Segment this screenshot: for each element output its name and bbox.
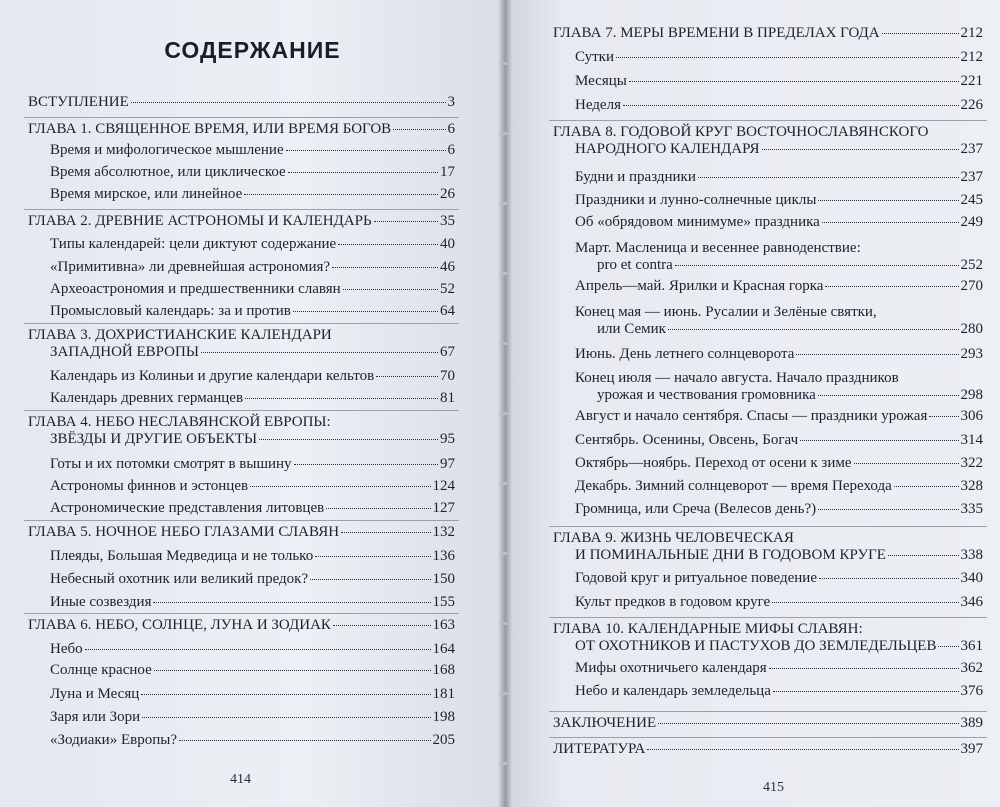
- toc-entry-title: ЗАКЛЮЧЕНИЕ: [553, 715, 657, 731]
- toc-page-number: 198: [432, 709, 455, 725]
- dot-leader: [179, 740, 431, 741]
- toc-section-divider: [24, 410, 459, 411]
- toc-entry: [575, 73, 983, 90]
- dot-leader: [773, 691, 959, 692]
- toc-page-number: 6: [447, 142, 455, 158]
- toc-entry-title: Календарь древних германцев: [50, 390, 244, 406]
- dot-leader: [141, 694, 430, 695]
- toc-entry-title: Время мирское, или линейное: [50, 186, 243, 202]
- toc-page-number: 306: [960, 408, 983, 424]
- toc-entry-title: Об «обрядовом минимуме» праздника: [575, 214, 820, 230]
- toc-page-number: 46: [440, 259, 455, 275]
- toc-page-number: 205: [432, 732, 455, 748]
- toc-entry: [28, 213, 455, 230]
- toc-page-number: 245: [960, 192, 983, 208]
- toc-chapter-entry: [28, 414, 455, 448]
- toc-page-number: 6: [447, 121, 455, 137]
- toc-page-number: 328: [960, 478, 983, 494]
- toc-page-number: 376: [960, 683, 983, 699]
- toc-section-divider: [549, 120, 987, 121]
- dot-leader: [250, 486, 430, 487]
- dot-leader: [315, 556, 430, 557]
- toc-entry: [50, 281, 455, 298]
- toc-page-number: 127: [432, 500, 455, 516]
- toc-entry: [575, 97, 983, 114]
- toc-page-number: 270: [960, 278, 983, 294]
- dot-leader: [288, 172, 438, 173]
- dot-leader: [658, 723, 958, 724]
- dot-leader: [762, 149, 959, 150]
- toc-entry-title: Заря или Зори: [50, 709, 141, 725]
- binding-stitch: [500, 622, 508, 625]
- dot-leader: [938, 646, 958, 647]
- toc-entry: [50, 571, 455, 588]
- dot-leader: [769, 668, 959, 669]
- dot-leader: [244, 194, 438, 195]
- binding-stitch: [500, 272, 508, 275]
- dot-leader: [894, 486, 959, 487]
- toc-chapter-entry: [553, 124, 983, 158]
- toc-chapter-entry: [575, 370, 983, 404]
- toc-page-number: 340: [960, 570, 983, 586]
- toc-page-number: 322: [960, 455, 983, 471]
- book-gutter: [498, 0, 512, 807]
- toc-chapter-entry: [575, 304, 983, 338]
- toc-entry-title-line1: ГЛАВА 10. КАЛЕНДАРНЫЕ МИФЫ СЛАВЯН:: [553, 621, 863, 637]
- dot-leader: [623, 105, 959, 106]
- toc-entry: [575, 49, 983, 66]
- toc-section-divider: [549, 526, 987, 527]
- toc-entry-title: Сентябрь. Осенины, Овсень, Богач: [575, 432, 799, 448]
- toc-page-number: 132: [432, 524, 455, 540]
- toc-chapter-entry: [575, 240, 983, 274]
- dot-leader: [675, 265, 959, 266]
- toc-page-number: 212: [960, 49, 983, 65]
- toc-page-number: 168: [432, 662, 455, 678]
- toc-page-number: 35: [440, 213, 455, 229]
- dot-leader: [818, 200, 958, 201]
- toc-entry: [575, 432, 983, 449]
- dot-leader: [376, 376, 438, 377]
- toc-entry: [50, 390, 455, 407]
- toc-page-number: 64: [440, 303, 455, 319]
- dot-leader: [245, 398, 438, 399]
- dot-leader: [393, 129, 445, 130]
- dot-leader: [818, 395, 959, 396]
- toc-entry: [575, 594, 983, 611]
- toc-entry-title: ГЛАВА 2. ДРЕВНИЕ АСТРОНОМЫ И КАЛЕНДАРЬ: [28, 213, 372, 229]
- toc-entry: [553, 715, 983, 732]
- toc-entry-title: Луна и Месяц: [50, 686, 140, 702]
- toc-chapter-entry: [28, 327, 455, 361]
- toc-entry-title-line1: ГЛАВА 9. ЖИЗНЬ ЧЕЛОВЕЧЕСКАЯ: [553, 530, 794, 546]
- toc-page-number: 338: [960, 547, 983, 563]
- toc-entry-title: Сутки: [575, 49, 615, 65]
- dot-leader: [341, 532, 430, 533]
- dot-leader: [326, 508, 430, 509]
- toc-entry-title: Неделя: [575, 97, 621, 113]
- dot-leader: [819, 578, 959, 579]
- dot-leader: [142, 717, 430, 718]
- right-page: [505, 0, 1000, 807]
- toc-page-number: 181: [432, 686, 455, 702]
- toc-page-number: 397: [960, 741, 983, 757]
- toc-page-number: 389: [960, 715, 983, 731]
- toc-entry-title: Небесный охотник или великий предок?: [50, 571, 309, 587]
- dot-leader: [929, 416, 958, 417]
- toc-entry-title: Годовой круг и ритуальное поведение: [575, 570, 817, 586]
- toc-page-number: 97: [440, 456, 455, 472]
- toc-chapter-entry: [553, 530, 983, 564]
- dot-leader: [825, 286, 958, 287]
- toc-section-divider: [24, 117, 459, 118]
- toc-entry-title: Декабрь. Зимний солнцеворот — время Перехода: [575, 478, 892, 494]
- toc-entry-title: ОТ ОХОТНИКОВ И ПАСТУХОВ ДО ЗЕМЛЕДЕЛЬЦЕВ: [575, 638, 937, 654]
- toc-page-number: 26: [440, 186, 455, 202]
- toc-entry-title: Время и мифологическое мышление: [50, 142, 284, 158]
- toc-entry: [50, 641, 455, 658]
- toc-entry-title-line1: Март. Масленица и весеннее равноденствие:: [575, 240, 861, 256]
- dot-leader: [333, 625, 431, 626]
- binding-stitch: [500, 762, 508, 765]
- toc-entry-title: Время абсолютное, или циклическое: [50, 164, 286, 180]
- toc-entry-title: Апрель—май. Ярилки и Красная горка: [575, 278, 824, 294]
- toc-entry: [50, 594, 455, 611]
- toc-entry: [28, 617, 455, 634]
- toc-section-divider: [549, 737, 987, 738]
- binding-stitch: [500, 552, 508, 555]
- toc-entry-title: Календарь из Колиньи и другие календари кельтов: [50, 368, 375, 384]
- toc-entry: [553, 25, 983, 42]
- dot-leader: [343, 289, 438, 290]
- toc-entry: [575, 455, 983, 472]
- toc-entry-title: Месяцы: [575, 73, 627, 89]
- binding-stitch: [500, 202, 508, 205]
- toc-entry: [575, 192, 983, 209]
- toc-entry-title-line1: ГЛАВА 8. ГОДОВОЙ КРУГ ВОСТОЧНОСЛАВЯНСКОГО: [553, 124, 929, 140]
- toc-entry-title: Небо: [50, 641, 83, 657]
- toc-entry: [50, 236, 455, 253]
- toc-entry-title: ЛИТЕРАТУРА: [553, 741, 646, 757]
- dot-leader: [310, 579, 430, 580]
- toc-page-number: 252: [960, 257, 983, 273]
- toc-entry: [50, 368, 455, 385]
- toc-page-number: 237: [960, 169, 983, 185]
- toc-page-number: 17: [440, 164, 455, 180]
- toc-page-number: 3: [447, 94, 455, 110]
- toc-entry: [50, 259, 455, 276]
- dot-leader: [854, 463, 959, 464]
- toc-title: СОДЕРЖАНИЕ: [164, 37, 341, 63]
- toc-section-divider: [549, 617, 987, 618]
- toc-entry-title: Июнь. День летнего солнцеворота: [575, 346, 795, 362]
- toc-page-number: 136: [432, 548, 455, 564]
- toc-page-number: 81: [440, 390, 455, 406]
- toc-entry: [575, 660, 983, 677]
- toc-page-number: 237: [960, 141, 983, 157]
- toc-entry-title: Праздники и лунно-солнечные циклы: [575, 192, 817, 208]
- dot-leader: [698, 177, 959, 178]
- toc-entry-title: ЗВЁЗДЫ И ДРУГИЕ ОБЪЕКТЫ: [50, 431, 258, 447]
- toc-entry: [28, 121, 455, 138]
- toc-entry-title: Небо и календарь земледельца: [575, 683, 771, 699]
- binding-stitch: [500, 692, 508, 695]
- toc-section-divider: [24, 520, 459, 521]
- toc-page-number: 314: [960, 432, 983, 448]
- toc-entry-title: ГЛАВА 1. СВЯЩЕННОЕ ВРЕМЯ, ИЛИ ВРЕМЯ БОГОВ: [28, 121, 392, 137]
- dot-leader: [201, 352, 438, 353]
- toc-entry-title: «Примитивна» ли древнейшая астрономия?: [50, 259, 331, 275]
- toc-page-number: 52: [440, 281, 455, 297]
- dot-leader: [800, 440, 958, 441]
- toc-entry-title-line1: ГЛАВА 4. НЕБО НЕСЛАВЯНСКОЙ ЕВРОПЫ:: [28, 414, 331, 430]
- toc-entry: [575, 683, 983, 700]
- binding-stitch: [500, 482, 508, 485]
- toc-chapter-entry: [553, 621, 983, 655]
- toc-entry-title: урожая и чествования громовника: [597, 387, 816, 403]
- toc-page-number: 249: [960, 214, 983, 230]
- dot-leader: [882, 33, 959, 34]
- toc-entry-title: ВСТУПЛЕНИЕ: [28, 94, 129, 110]
- toc-section-divider: [24, 613, 459, 614]
- toc-entry: [50, 186, 455, 203]
- dot-leader: [374, 221, 438, 222]
- binding-stitch: [500, 62, 508, 65]
- toc-entry: [50, 500, 455, 517]
- toc-entry-title: Будни и праздники: [575, 169, 696, 185]
- dot-leader: [294, 464, 438, 465]
- toc-entry-title: Плеяды, Большая Медведица и не только: [50, 548, 314, 564]
- dot-leader: [772, 602, 958, 603]
- dot-leader: [888, 555, 959, 556]
- toc-entry-title-line1: Конец мая — июнь. Русалии и Зелёные святки,: [575, 304, 877, 320]
- toc-entry: [50, 456, 455, 473]
- toc-page-number: 155: [432, 594, 455, 610]
- toc-page-number: 164: [432, 641, 455, 657]
- toc-entry-title: И ПОМИНАЛЬНЫЕ ДНИ В ГОДОВОМ КРУГЕ: [575, 547, 886, 563]
- dot-leader: [332, 267, 438, 268]
- toc-page-number: 212: [960, 25, 983, 41]
- binding-stitch: [500, 412, 508, 415]
- toc-entry-title: Астрономические представления литовцев: [50, 500, 325, 516]
- toc-entry-title: или Семик: [597, 321, 666, 337]
- dot-leader: [822, 222, 959, 223]
- toc-entry: [575, 570, 983, 587]
- toc-page-number: 70: [440, 368, 455, 384]
- toc-section-divider: [24, 209, 459, 210]
- toc-page-number: 298: [960, 387, 983, 403]
- toc-entry: [50, 662, 455, 679]
- toc-entry: [28, 94, 455, 111]
- toc-entry: [575, 501, 983, 518]
- toc-page-number: 335: [960, 501, 983, 517]
- toc-entry-title: ГЛАВА 6. НЕБО, СОЛНЦЕ, ЛУНА И ЗОДИАК: [28, 617, 331, 633]
- toc-entry: [575, 214, 983, 231]
- dot-leader: [796, 354, 958, 355]
- dot-leader: [131, 102, 446, 103]
- dot-leader: [647, 749, 958, 750]
- toc-entry-title: Астрономы финнов и эстонцев: [50, 478, 249, 494]
- toc-entry-title: ГЛАВА 7. МЕРЫ ВРЕМЕНИ В ПРЕДЕЛАХ ГОДА: [553, 25, 880, 41]
- toc-entry-title: Громница, или Среча (Велесов день?): [575, 501, 817, 517]
- dot-leader: [85, 649, 431, 650]
- toc-entry: [50, 548, 455, 565]
- dot-leader: [293, 311, 438, 312]
- toc-page-number: 163: [432, 617, 455, 633]
- toc-entry: [50, 303, 455, 320]
- toc-entry: [28, 524, 455, 541]
- toc-entry: [50, 686, 455, 703]
- toc-entry-title: pro et contra: [597, 257, 673, 273]
- dot-leader: [259, 439, 438, 440]
- toc-entry-title: Типы календарей: цели диктуют содержание: [50, 236, 337, 252]
- toc-entry: [50, 478, 455, 495]
- dot-leader: [629, 81, 959, 82]
- toc-entry-title: Август и начало сентября. Спасы — праздники урожая: [575, 408, 928, 424]
- toc-page-number: 226: [960, 97, 983, 113]
- dot-leader: [153, 602, 430, 603]
- dot-leader: [616, 57, 958, 58]
- toc-page-number: 124: [432, 478, 455, 494]
- toc-page-number: 293: [960, 346, 983, 362]
- left-folio: 414: [230, 772, 251, 787]
- toc-entry-title: Мифы охотничьего календаря: [575, 660, 767, 676]
- toc-entry-title: ГЛАВА 5. НОЧНОЕ НЕБО ГЛАЗАМИ СЛАВЯН: [28, 524, 340, 540]
- toc-page-number: 40: [440, 236, 455, 252]
- dot-leader: [668, 329, 959, 330]
- binding-stitch: [500, 132, 508, 135]
- toc-entry-title: Готы и их потомки смотрят в вышину: [50, 456, 292, 472]
- toc-entry-title: Октябрь—ноябрь. Переход от осени к зиме: [575, 455, 852, 471]
- right-folio: 415: [763, 780, 784, 795]
- dot-leader: [338, 244, 438, 245]
- toc-page-number: 221: [960, 73, 983, 89]
- toc-entry-title: ЗАПАДНОЙ ЕВРОПЫ: [50, 344, 199, 360]
- toc-entry-title: Промысловый календарь: за и против: [50, 303, 291, 319]
- dot-leader: [154, 670, 431, 671]
- toc-entry-title-line1: ГЛАВА 3. ДОХРИСТИАНСКИЕ КАЛЕНДАРИ: [28, 327, 332, 343]
- toc-page-number: 361: [960, 638, 983, 654]
- toc-page-number: 95: [440, 431, 455, 447]
- toc-page-number: 67: [440, 344, 455, 360]
- toc-page-number: 280: [960, 321, 983, 337]
- toc-entry: [50, 709, 455, 726]
- binding-stitch: [500, 342, 508, 345]
- toc-section-divider: [24, 323, 459, 324]
- toc-page-number: 362: [960, 660, 983, 676]
- toc-entry-title: Культ предков в годовом круге: [575, 594, 771, 610]
- toc-entry-title: Солнце красное: [50, 662, 152, 678]
- toc-entry: [553, 741, 983, 758]
- toc-entry-title: «Зодиаки» Европы?: [50, 732, 177, 748]
- toc-entry: [50, 732, 455, 749]
- toc-page-number: 150: [432, 571, 455, 587]
- toc-entry-title: Иные созвездия: [50, 594, 152, 610]
- toc-section-divider: [549, 711, 987, 712]
- toc-entry: [575, 346, 983, 363]
- toc-entry-title: Археоастрономия и предшественники славян: [50, 281, 341, 297]
- dot-leader: [286, 150, 446, 151]
- toc-entry: [50, 164, 455, 181]
- toc-entry: [575, 169, 983, 186]
- toc-entry: [575, 408, 983, 425]
- toc-entry: [575, 478, 983, 495]
- dot-leader: [818, 509, 958, 510]
- toc-page-number: 346: [960, 594, 983, 610]
- toc-entry: [575, 278, 983, 295]
- toc-entry: [50, 142, 455, 159]
- toc-entry-title: НАРОДНОГО КАЛЕНДАРЯ: [575, 141, 760, 157]
- toc-entry-title-line1: Конец июля — начало августа. Начало праздников: [575, 370, 899, 386]
